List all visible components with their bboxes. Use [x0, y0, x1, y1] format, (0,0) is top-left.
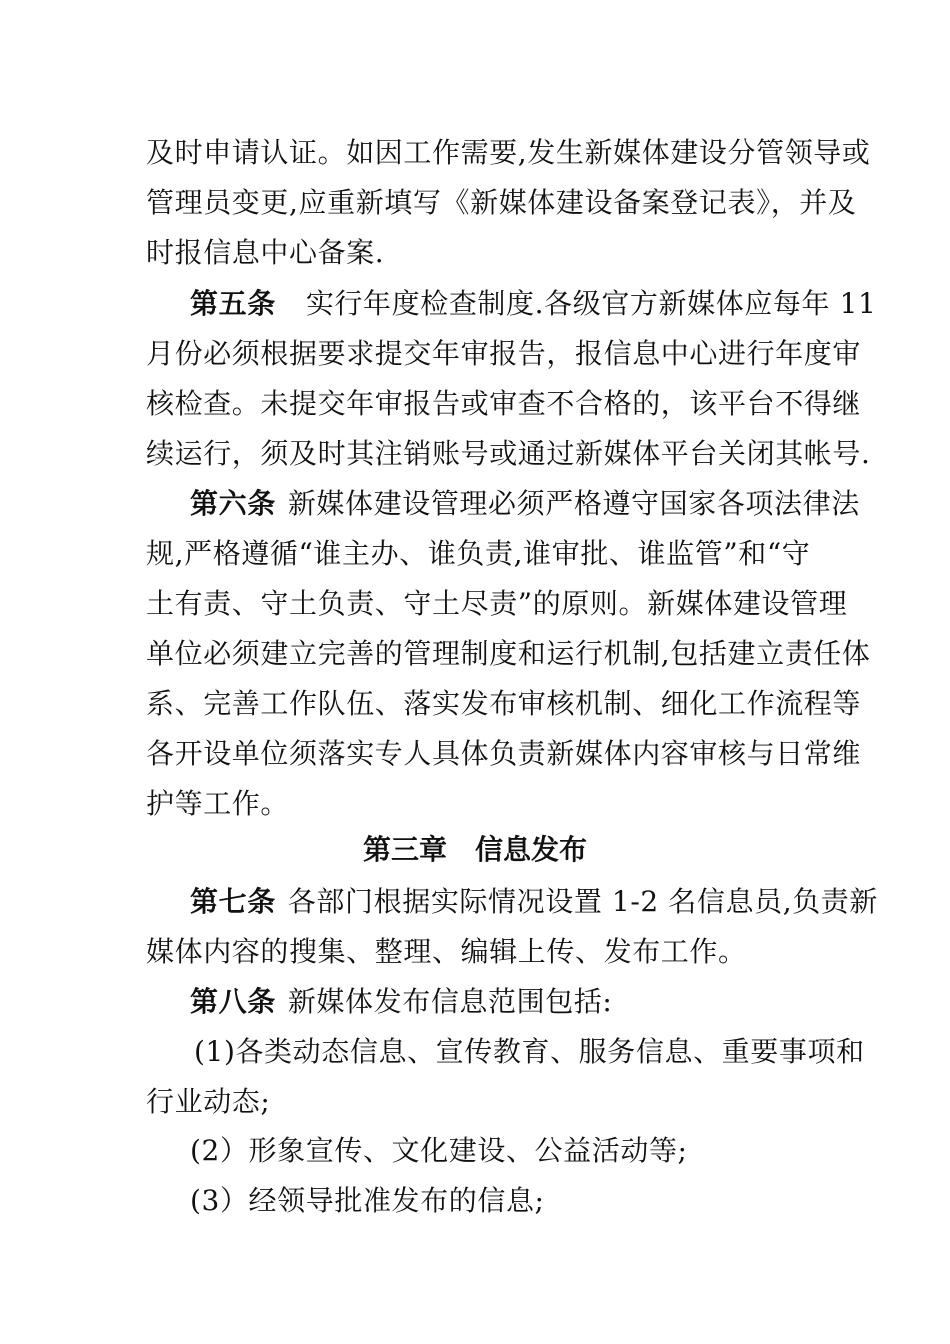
- article-7-first-line: [190, 885, 878, 919]
- text-line: 行业动态;: [146, 1085, 271, 1118]
- text-line: 规,严格遵循“谁主办、谁负责,谁审批、谁监管”和“守: [146, 537, 811, 570]
- text-line: 新媒体发布信息范围包括:: [287, 985, 613, 1018]
- article-7-label: 第七条: [190, 885, 276, 918]
- article-8-first-line: [190, 985, 612, 1019]
- text-line: 各开设单位须落实专人具体负责新媒体内容审核与日常维: [146, 737, 862, 770]
- list-item-2: (2）形象宣传、文化建设、公益活动等;: [190, 1134, 688, 1167]
- article-8-label: 第八条: [190, 985, 276, 1018]
- text-line: 新媒体建设管理必须严格遵守国家各项法律法: [287, 487, 860, 520]
- text-line: 土有责、守土负责、守土尽责”的原则。新媒体建设管理: [146, 587, 848, 620]
- list-item-3: (3）经领导批准发布的信息;: [190, 1184, 545, 1217]
- article-6-label: 第六条: [190, 487, 276, 520]
- text-line: 单位必须建立完善的管理制度和运行机制,包括建立责任体: [146, 637, 871, 670]
- text-line: 核检查。未提交年审报告或审查不合格的，该平台不得继: [146, 387, 862, 420]
- text-line: 管理员变更,应重新填写《新媒体建设备案登记表》，并及: [146, 186, 857, 219]
- chapter-heading: 第三章 信息发布: [362, 833, 587, 866]
- text-line: 各部门根据实际情况设置 1-2 名信息员,负责新: [287, 885, 879, 918]
- article-6-first-line: [190, 487, 860, 521]
- text-line: 系、完善工作队伍、落实发布审核机制、细化工作流程等: [146, 687, 862, 720]
- text-line: 实行年度检查制度.各级官方新媒体应每年 11: [305, 287, 877, 320]
- text-line: 时报信息中心备案.: [146, 236, 385, 269]
- list-item-1: (1)各类动态信息、宣传教育、服务信息、重要事项和: [194, 1035, 865, 1068]
- text-line: 续运行，须及时其注销账号或通过新媒体平台关闭其帐号.: [146, 437, 871, 470]
- article-5-label: 第五条: [190, 287, 276, 320]
- text-line: 护等工作。: [146, 787, 290, 820]
- text-line: 媒体内容的搜集、整理、编辑上传、发布工作。: [146, 935, 747, 968]
- text-line: 月份必须根据要求提交年审报告，报信息中心进行年度审: [146, 337, 862, 370]
- text-line: 及时申请认证。如因工作需要,发生新媒体建设分管领导或: [146, 136, 871, 169]
- article-5-first-line: [190, 287, 876, 321]
